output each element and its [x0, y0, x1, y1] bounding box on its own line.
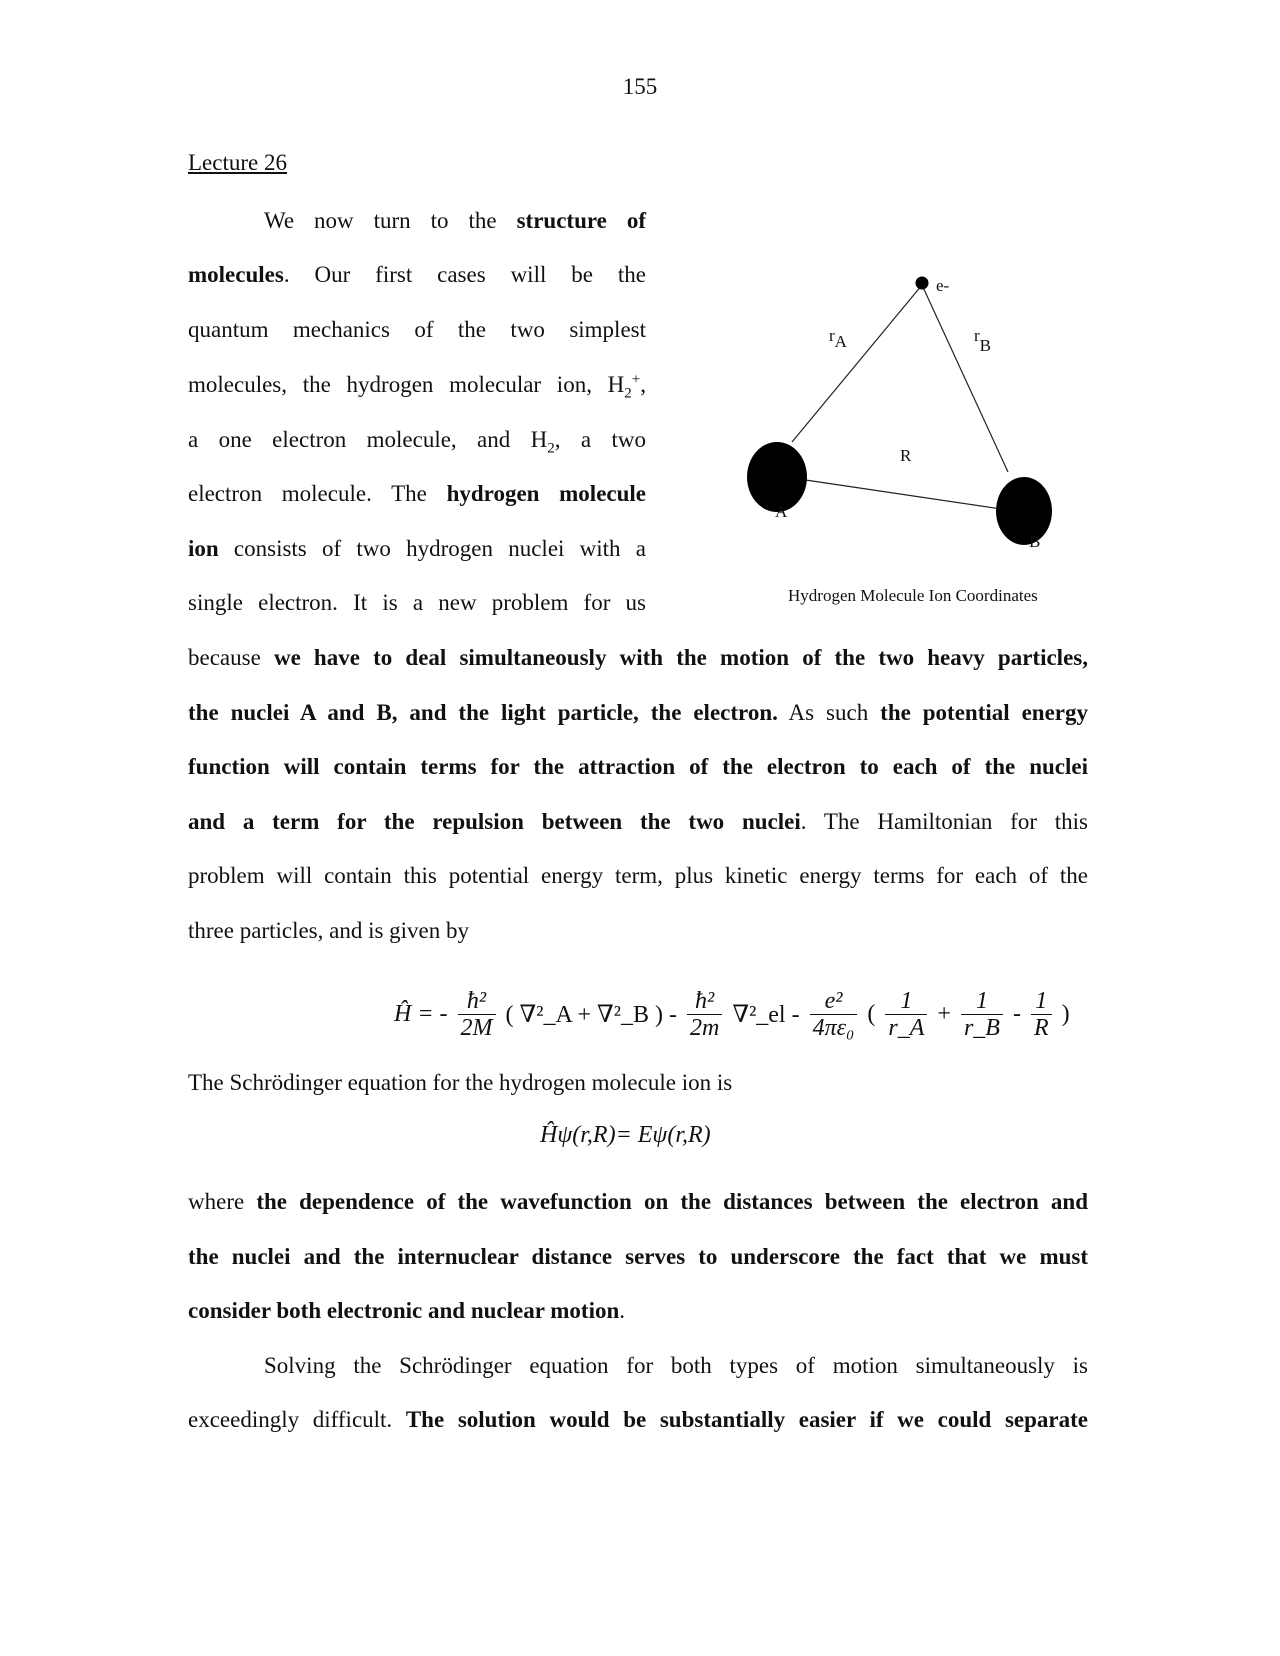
paragraph-line: a one electron molecule, and $H_2$, a two: [188, 427, 646, 457]
paragraph-line: and a term for the repulsion between the two nuclei. The Hamiltonian for this: [188, 809, 1088, 834]
b-label: B: [1029, 532, 1041, 551]
paragraph-line: electron molecule. The hydrogen molecule: [188, 481, 646, 506]
electron-label: e-: [936, 276, 950, 295]
paragraph-line: single electron. It is a new problem for us: [188, 590, 646, 615]
r-label: R: [900, 446, 912, 465]
schrodinger-equation: Ĥψ(r,R)= Eψ(r,R): [540, 1122, 711, 1148]
paragraph-line: problem will contain this potential energy term, plus kinetic energy terms for each of the: [188, 863, 1088, 888]
nucleus-b: [996, 477, 1052, 545]
paragraph-line: function will contain terms for the attraction of the electron to each of the nuclei: [188, 754, 1088, 779]
paragraph-line: exceedingly difficult. The solution would be substantially easier if we could separate: [188, 1407, 1088, 1432]
paragraph-line: the nuclei A and B, and the light particle, the electron. As such the potential energy: [188, 700, 1089, 725]
a-label: A: [775, 502, 788, 521]
paragraph-line: molecules. Our first cases will be the: [188, 262, 646, 287]
rb-line: [922, 285, 1008, 472]
paragraph-line: because we have to deal simultaneously with the motion of the two heavy particles,: [188, 645, 1088, 670]
r-line: [792, 478, 1008, 510]
figure-caption: Hydrogen Molecule Ion Coordinates: [788, 586, 1038, 605]
paragraph-line: where the dependence of the wavefunction on the distances between the electron and: [188, 1189, 1089, 1214]
hydrogen-ion-figure: [690, 250, 1090, 630]
paragraph-line: ion consists of two hydrogen nuclei with a: [188, 536, 646, 561]
hamiltonian-equation: Ĥ = - $\frac{\text{ħ²}}{2M}$ ( ∇²_A + ∇²_B ) - $\frac{\text{ħ²}}{2m}$ ∇²_el - $\frac{\text{e²}}{\text{4πε₀}}$ ( $\frac{1}{r\_A}$ + $\frac{1}{r\_B}$ - $\frac{1}{R}$ ): [394, 988, 1070, 1041]
paragraph-line: We now turn to the structure of: [264, 208, 646, 233]
coordinates-diagram: [690, 250, 1090, 630]
paragraph-line: consider both electronic and nuclear motion.: [188, 1298, 625, 1323]
schrodinger-intro: The Schrödinger equation for the hydrogen molecule ion is: [188, 1070, 733, 1095]
paragraph-line: molecules, the hydrogen molecular ion, $H_2^+$,: [188, 371, 646, 402]
paragraph-line: the nuclei and the internuclear distance serves to underscore the fact that we must: [188, 1244, 1088, 1269]
electron-dot: [916, 277, 929, 290]
lecture-heading: Lecture 26: [188, 150, 287, 175]
ra-line: [792, 285, 922, 442]
paragraph-line: three particles, and is given by: [188, 918, 470, 943]
page-number: 155: [622, 74, 658, 99]
paragraph-line: Solving the Schrödinger equation for both types of motion simultaneously is: [264, 1353, 1088, 1378]
ra-label: rA: [829, 326, 847, 351]
paragraph-line: quantum mechanics of the two simplest: [188, 317, 646, 342]
rb-label: rB: [974, 326, 992, 355]
